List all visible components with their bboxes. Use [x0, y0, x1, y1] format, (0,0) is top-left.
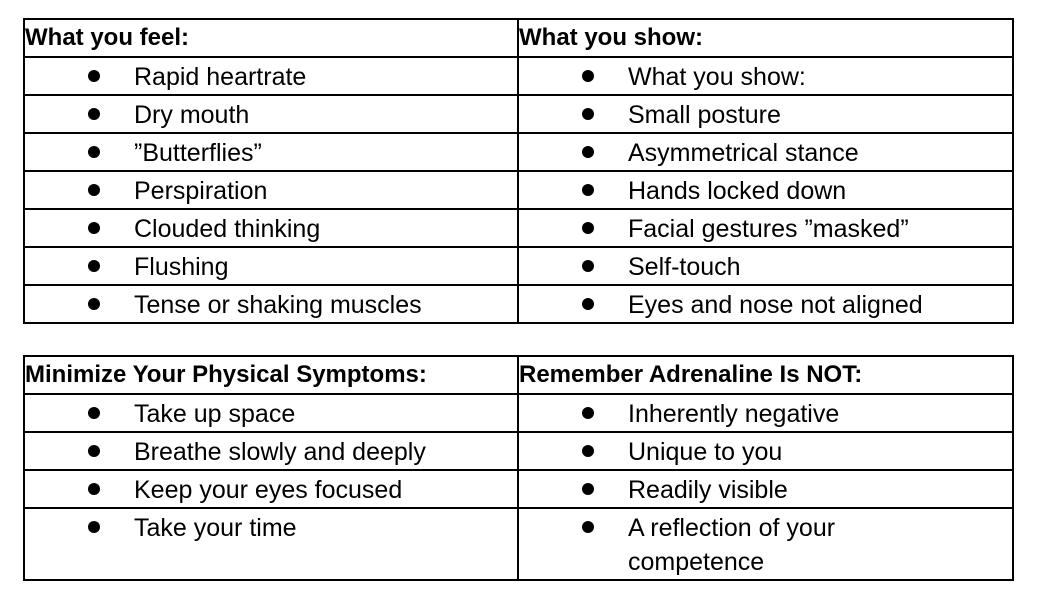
table-row: [24, 394, 1013, 432]
bullet-icon: [88, 184, 100, 196]
what-you-feel-header: What you feel:: [24, 19, 518, 57]
table-header-row: [24, 19, 1013, 57]
bullet-icon: [582, 260, 594, 272]
bullet-icon: [582, 483, 594, 495]
list-item: Small posture: [628, 101, 781, 129]
bullet-icon: [88, 298, 100, 310]
bullet-icon: [582, 445, 594, 457]
list-item: Flushing: [134, 253, 229, 281]
list-item: Unique to you: [628, 438, 783, 466]
table-cell: [24, 247, 518, 285]
list-item: What you show:: [628, 63, 806, 91]
list-item: Hands locked down: [628, 177, 847, 205]
bullet-icon: [582, 407, 594, 419]
bullet-icon: [88, 108, 100, 120]
table-cell: [518, 133, 1013, 171]
list-item: A reflection of your competence: [628, 514, 836, 576]
table-cell: [24, 95, 518, 133]
list-item: Dry mouth: [134, 101, 250, 129]
list-item: Clouded thinking: [134, 215, 321, 243]
bullet-icon: [88, 521, 100, 533]
list-item: Breathe slowly and deeply: [134, 438, 426, 466]
list-item: Take up space: [134, 400, 296, 428]
bullet-icon: [88, 483, 100, 495]
table-cell: [518, 247, 1013, 285]
table-cell: [24, 432, 518, 470]
bullet-icon: [582, 298, 594, 310]
table-cell: [24, 285, 518, 323]
list-item: Self-touch: [628, 253, 741, 281]
table-row: [24, 432, 1013, 470]
table-header-row: [24, 356, 1013, 394]
minimize-symptoms-header: Minimize Your Physical Symptoms:: [24, 356, 518, 394]
table-row: [24, 171, 1013, 209]
bullet-icon: [582, 222, 594, 234]
list-item: Perspiration: [134, 177, 268, 205]
list-item: Asymmetrical stance: [628, 139, 859, 167]
list-item: Rapid heartrate: [134, 63, 307, 91]
table-cell: [518, 432, 1013, 470]
bullet-icon: [88, 407, 100, 419]
bullet-icon: [582, 146, 594, 158]
bullet-icon: [88, 222, 100, 234]
list-item: Inherently negative: [628, 400, 840, 428]
table-cell: [24, 57, 518, 95]
feel-show-table: [23, 18, 1014, 324]
table-cell: [24, 171, 518, 209]
list-item: Facial gestures ”masked”: [628, 215, 909, 243]
bullet-icon: [88, 70, 100, 82]
table-row: [24, 133, 1013, 171]
table-row: [24, 285, 1013, 323]
table-row: [24, 470, 1013, 508]
table-cell: [518, 285, 1013, 323]
table-cell: [24, 133, 518, 171]
table-cell: [24, 209, 518, 247]
list-item: Eyes and nose not aligned: [628, 291, 923, 319]
bullet-icon: [582, 184, 594, 196]
table-row: [24, 95, 1013, 133]
table-cell: [518, 57, 1013, 95]
table-cell: [518, 95, 1013, 133]
table-cell: [518, 209, 1013, 247]
bullet-icon: [88, 445, 100, 457]
what-you-show-header: What you show:: [518, 19, 1013, 57]
table-cell: [24, 394, 518, 432]
table-cell: [24, 470, 518, 508]
list-item: Take your time: [134, 514, 297, 542]
list-item: Tense or shaking muscles: [134, 291, 422, 319]
symptoms-adrenaline-table: [23, 355, 1014, 581]
table-cell: [518, 508, 1013, 580]
bullet-icon: [88, 260, 100, 272]
table-cell: [518, 171, 1013, 209]
list-item: Keep your eyes focused: [134, 476, 403, 504]
bullet-icon: [88, 146, 100, 158]
list-item: Readily visible: [628, 476, 788, 504]
table-cell: [24, 508, 518, 580]
table-row: [24, 57, 1013, 95]
adrenaline-not-header: Remember Adrenaline Is NOT:: [518, 356, 1013, 394]
list-item: ”Butterflies”: [134, 139, 262, 167]
table-row: [24, 508, 1013, 580]
bullet-icon: [582, 70, 594, 82]
bullet-icon: [582, 108, 594, 120]
table-cell: [518, 394, 1013, 432]
table-row: [24, 247, 1013, 285]
table-cell: [518, 470, 1013, 508]
table-row: [24, 209, 1013, 247]
bullet-icon: [582, 521, 594, 533]
